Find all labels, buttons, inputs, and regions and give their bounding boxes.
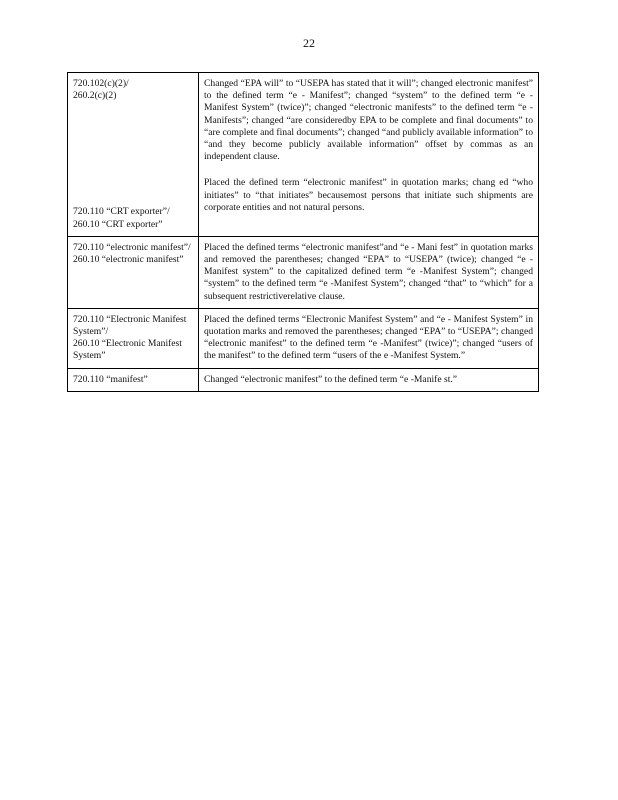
section-cell (68, 236, 199, 308)
change-description: Placed the defined terms “Electronic Manifest System” and “e - Manifest System” in quotation marks and removed the parentheses; changed “EPA” to “USEPA”; changed “electronic manifest” to the defined term “e -Manifest” (twice)”; changed “users of the manifest” to the defined term “users of the e -Manifest System.” (204, 313, 533, 362)
table-row (68, 236, 539, 308)
section-ref: 720.110 “CRT exporter”/ (73, 206, 170, 218)
description-cell (199, 73, 539, 237)
description-cell (199, 308, 539, 368)
description-cell (199, 368, 539, 391)
description-cell (199, 236, 539, 308)
section-ref: 260.10 “Electronic Manifest System” (73, 338, 182, 362)
section-ref: 260.10 “electronic manifest” (73, 254, 184, 266)
change-description: Placed the defined terms “electronic manifest”and “e - Mani fest” in quotation marks and removed the parentheses; changed “EPA” to “USEPA” (twice); changed “e -Manifest system” to the capitalized defined term “e -Manifest System”; changed “system” to the defined term “e -Manifest System”; changed “that” to “which” for a subsequent restrictiverelative clause. (204, 241, 533, 302)
section-ref: 260.2(c)(2) (73, 90, 117, 102)
section-ref: 720.102(c)(2)/ (73, 78, 129, 89)
section-cell (68, 73, 199, 237)
table-row (68, 73, 539, 237)
section-ref: 720.110 “electronic manifest”/ (73, 241, 191, 253)
change-description: Changed “electronic manifest” to the defined term “e -Manife st.” (204, 373, 458, 385)
section-cell (68, 308, 199, 368)
table-row (68, 368, 539, 391)
section-cell (68, 368, 199, 391)
section-ref: 260.10 “CRT exporter” (73, 218, 163, 230)
change-description: Changed “EPA will” to “USEPA has stated that it will”; changed electronic manifest” to the defined term “e - Manifest”; changed “system” to the defined term “e -Manifest System” (twice)”; changed “electronic manifests” to the defined term “e -Manifests”; changed “are consideredby EPA to be complete and final documents” to “are complete and final documents”; changed “and publicly available information” to “and they become publicly available information” offset by commas as an independent clause. (204, 78, 533, 163)
table-row (68, 308, 539, 368)
section-ref: 720.110 “manifest” (73, 373, 148, 385)
change-description: Placed the defined term “electronic manifest” in quotation marks; chang ed “who initiates” to “that initiates” becausemost persons that initiate such shipments are corporate entities and not natural persons. (204, 177, 533, 213)
section-ref: 720.110 “Electronic Manifest System”/ (73, 313, 187, 338)
page-number: 22 (303, 36, 315, 50)
changes-table (67, 72, 539, 392)
